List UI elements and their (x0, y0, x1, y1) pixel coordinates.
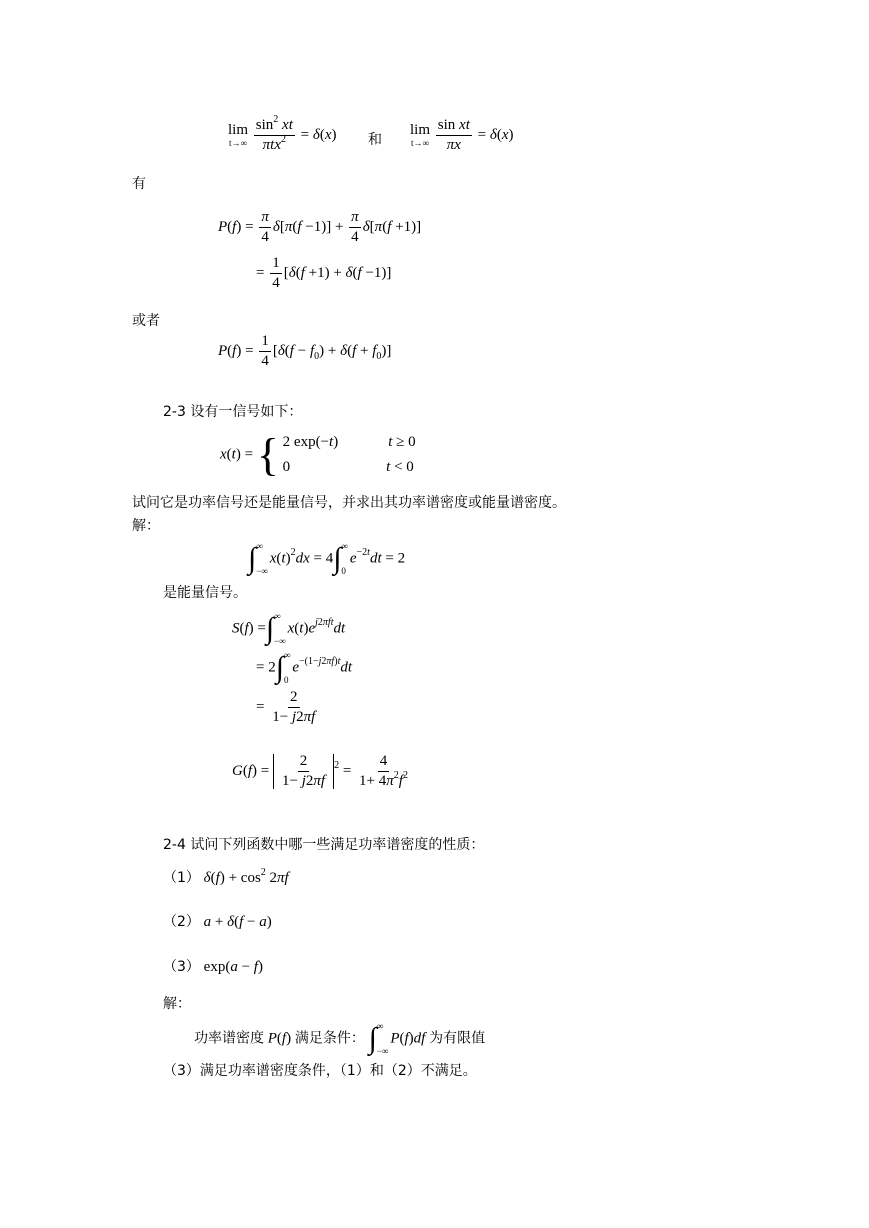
eq-G: G(f) = $\frac{2}{1- j2\pi f}$ $^2$ = $\frac{4}{1+ 4\pi^2f^2}$ (232, 753, 408, 789)
problem-2-4-title: 2-4 试问下列函数中哪一些满足功率谱密度的性质： (163, 837, 485, 853)
item-3: （3） exp(a − f) (163, 959, 263, 975)
item-3-label: （3） (163, 959, 200, 975)
energy-note: 是能量信号。 (163, 585, 247, 601)
condition-mid: 满足条件： (294, 1030, 365, 1047)
eq-S-line2: = 2∫ ∞ 0 $e^{-(1-j2\pi f)t}dt$ (256, 650, 353, 685)
text-you: 有 (132, 176, 146, 192)
eq-P-line1: P(f) = $\frac{\pi}{4}$ δ[π(f −1)] + $\frac{\pi}{4}$ δ[π(f +1)] (218, 209, 422, 245)
condition-line: 功率谱密度 P(f) 满足条件： ∫ ∞ −∞ P(f)df 为有限值 (194, 1021, 486, 1056)
eq-limits-right: lim t→∞ $\frac{\text{sin xt}}{\pi x}$ = δ(x) (410, 117, 514, 153)
item-2: （2） a + δ(f − a) (163, 914, 272, 930)
condition-post: 为有限值 (429, 1030, 486, 1047)
problem-2-3-question: 试问它是功率信号还是能量信号，并求出其功率谱密度或能量谱密度。 (132, 495, 566, 511)
item-1-label: （1） (163, 870, 200, 886)
problem-2-3-title: 2-3 设有一信号如下： (163, 404, 303, 420)
condition-pre: 功率谱密度 (194, 1030, 264, 1047)
item-2-label: （2） (163, 914, 200, 930)
eq-limits: lim t→∞ $\frac{\sin^2 xt}{\pi tx^2}$ = δ(x) (228, 114, 337, 153)
conj-he: 和 (368, 132, 382, 148)
conclusion: （3）满足功率谱密度条件，（1）和（2）不满足。 (163, 1063, 477, 1079)
item-1: （1） $\delta(f) + \cos^2 2\pi f$ (163, 867, 289, 886)
solution-label-2-3: 解： (132, 518, 160, 534)
eq-x-of-t: x(t) = { 2 exp(−t) t ≥ 0 0 t < 0 (220, 429, 416, 480)
solution-label-2-4: 解： (163, 996, 191, 1012)
eq-S-line3: = $\frac{2}{1- j2\pi f}$ (256, 689, 316, 725)
text-huozhe: 或者 (132, 313, 160, 329)
eq-P-line2: = $\frac{1}{4}$ [δ(f +1) + δ(f −1)] (256, 255, 392, 291)
eq-P2: P(f) = $\frac{1}{4}$ $[\delta(f - f_0) + \delta(f + f_0)]$ (218, 333, 392, 369)
eq-energy-integral: ∫ ∞ −∞ $x(t)^2dx = 4\int$ ∞ 0 $e^{-2t}dt = 2$ (248, 541, 406, 576)
eq-S-line1: S(f) =∫ ∞ −∞ $x(t)e^{j2\pi ft}dt$ (232, 611, 346, 646)
